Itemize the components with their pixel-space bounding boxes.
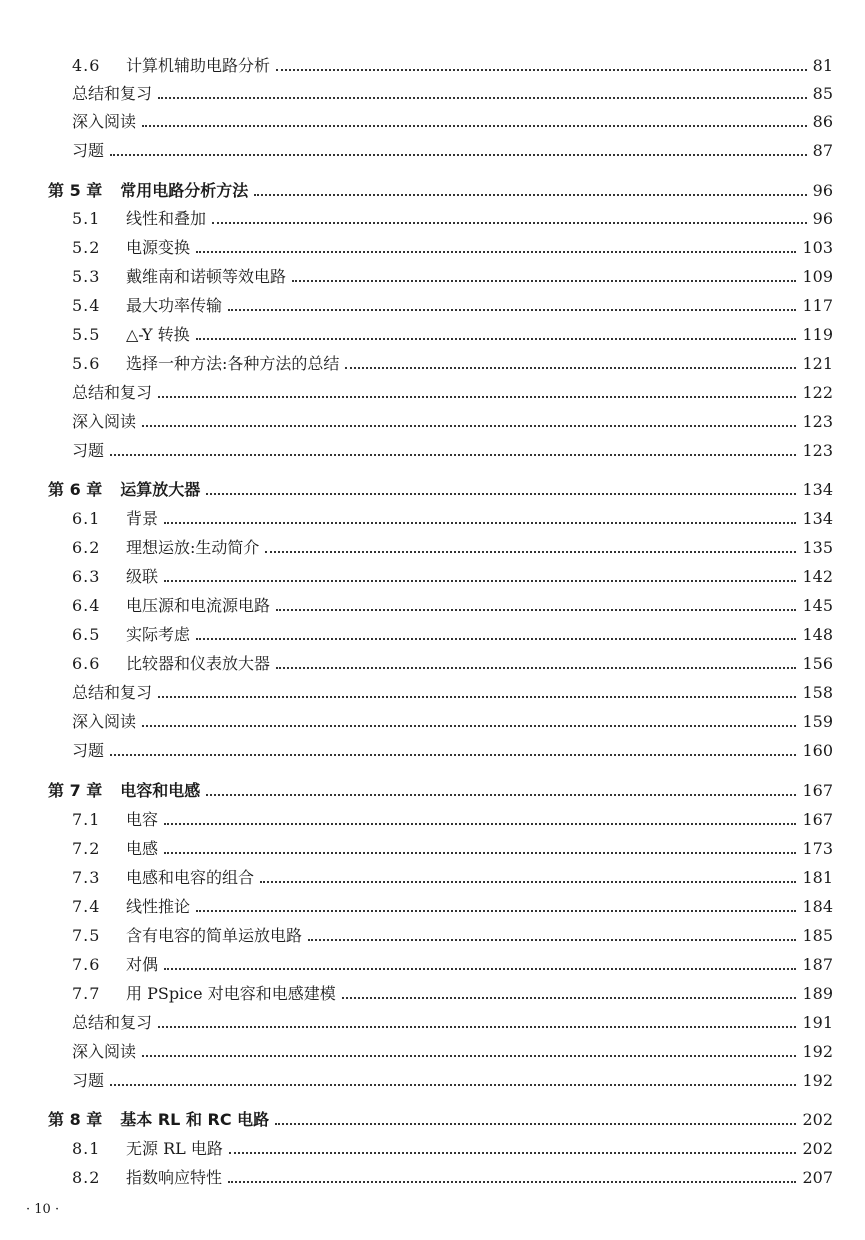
dot-leader (110, 153, 807, 156)
entry-title: 深入阅读 (72, 712, 137, 731)
entry-title: 戴维南和诺顿等效电路 (126, 267, 287, 286)
chapter-number: 第 8 章 (48, 1110, 103, 1129)
entry-title: 背景 (126, 509, 159, 528)
dot-leader (164, 851, 796, 854)
entry-title: 含有电容的简单运放电路 (126, 926, 303, 945)
section-number: 5.2 (72, 238, 101, 257)
section-number: 8.1 (72, 1139, 101, 1158)
section-number: 6.3 (72, 567, 101, 586)
section-number: 7.3 (72, 868, 101, 887)
toc-entry-row[interactable] (72, 810, 833, 830)
dot-leader (228, 308, 796, 311)
entry-title: 选择一种方法:各种方法的总结 (126, 354, 340, 373)
toc-entry-row[interactable] (72, 654, 833, 674)
entry-title: 电容和电感 (120, 781, 201, 800)
dot-leader (254, 193, 806, 196)
toc-chapter-row[interactable] (48, 181, 833, 201)
dot-leader (342, 996, 797, 999)
dot-leader (206, 492, 796, 495)
toc-entry-row[interactable] (72, 209, 833, 229)
section-number: 6.2 (72, 538, 101, 557)
page-ref: 184 (802, 897, 833, 916)
section-number: 6.4 (72, 596, 101, 615)
dot-leader (142, 424, 796, 427)
page-ref: 103 (802, 238, 833, 257)
dot-leader (142, 1054, 796, 1057)
entry-title: 总结和复习 (72, 383, 153, 402)
dot-leader (164, 521, 796, 524)
section-number: 6.6 (72, 654, 101, 673)
toc-entry-row[interactable] (72, 141, 833, 161)
page-ref: 189 (802, 984, 833, 1003)
entry-title: 总结和复习 (72, 1013, 153, 1032)
section-number: 7.7 (72, 984, 101, 1003)
section-number: 7.5 (72, 926, 101, 945)
entry-title: 指数响应特性 (126, 1168, 223, 1187)
entry-title: 对偶 (126, 955, 159, 974)
toc-entry-row[interactable] (72, 296, 833, 316)
page-ref: 117 (802, 296, 833, 315)
dot-leader (142, 124, 807, 127)
page-number: · 10 · (26, 1202, 60, 1217)
toc-entry-row[interactable] (72, 84, 833, 104)
dot-leader (164, 822, 796, 825)
dot-leader (158, 1025, 796, 1028)
entry-title: 基本 RL 和 RC 电路 (120, 1110, 270, 1129)
page-ref: 191 (802, 1013, 833, 1032)
dot-leader (345, 366, 796, 369)
dot-leader (158, 695, 796, 698)
page-ref: 81 (812, 56, 833, 75)
page-ref: 167 (802, 810, 833, 829)
toc-chapter-row[interactable] (48, 1110, 833, 1130)
entry-title: 习题 (72, 741, 105, 760)
page-ref: 96 (812, 181, 833, 200)
page-ref: 87 (812, 141, 833, 160)
toc-entry-row[interactable] (72, 596, 833, 616)
dot-leader (275, 1122, 796, 1125)
dot-leader (196, 637, 796, 640)
entry-title: 级联 (126, 567, 159, 586)
page-ref: 148 (802, 625, 833, 644)
toc-entry-row[interactable] (72, 354, 833, 374)
dot-leader (276, 608, 796, 611)
dot-leader (292, 279, 796, 282)
toc-entry-row[interactable] (72, 238, 833, 258)
toc-entry-row[interactable] (72, 441, 833, 461)
toc-entry-row[interactable] (72, 538, 833, 558)
toc-entry-row[interactable] (72, 839, 833, 859)
toc-entry-row[interactable] (72, 1042, 833, 1062)
section-number: 5.5 (72, 325, 101, 344)
toc-entry-row[interactable] (72, 926, 833, 946)
entry-title: 电容 (126, 810, 159, 829)
toc-entry-row[interactable] (72, 383, 833, 403)
chapter-number: 第 7 章 (48, 781, 103, 800)
entry-title: 习题 (72, 1071, 105, 1090)
toc-entry-row[interactable] (72, 1139, 833, 1159)
page-ref: 207 (802, 1168, 833, 1187)
page-ref: 160 (802, 741, 833, 760)
toc-chapter-row[interactable] (48, 781, 833, 801)
page-ref: 187 (802, 955, 833, 974)
section-number: 6.5 (72, 625, 101, 644)
page-ref: 86 (812, 112, 833, 131)
chapter-number: 第 6 章 (48, 480, 103, 499)
page-ref: 173 (802, 839, 833, 858)
page-ref: 123 (802, 412, 833, 431)
page-ref: 156 (802, 654, 833, 673)
dot-leader (276, 666, 796, 669)
page-ref: 142 (802, 567, 833, 586)
toc-entry-row[interactable] (72, 712, 833, 732)
section-number: 7.1 (72, 810, 101, 829)
toc-entry-row[interactable] (72, 955, 833, 975)
entry-title: 理想运放:生动简介 (126, 538, 260, 557)
dot-leader (196, 909, 796, 912)
dot-leader (110, 453, 796, 456)
dot-leader (142, 724, 796, 727)
entry-title: 比较器和仪表放大器 (126, 654, 271, 673)
section-number: 8.2 (72, 1168, 101, 1187)
toc-entry-row[interactable] (72, 897, 833, 917)
page-ref: 167 (802, 781, 833, 800)
page-ref: 135 (802, 538, 833, 557)
entry-title: 常用电路分析方法 (120, 181, 249, 200)
section-number: 7.6 (72, 955, 101, 974)
toc-entry-row[interactable] (72, 984, 833, 1004)
dot-leader (164, 967, 796, 970)
entry-title: 习题 (72, 441, 105, 460)
toc-entry-row[interactable] (72, 325, 833, 345)
page-ref: 192 (802, 1042, 833, 1061)
toc-entry-row[interactable] (72, 868, 833, 888)
entry-title: 线性推论 (126, 897, 191, 916)
page-ref: 134 (802, 509, 833, 528)
entry-title: 电感 (126, 839, 159, 858)
entry-title: 实际考虑 (126, 625, 191, 644)
entry-title: △-Y 转换 (126, 325, 190, 344)
page-ref: 96 (812, 209, 833, 228)
dot-leader (229, 1151, 797, 1154)
section-number: 7.4 (72, 897, 101, 916)
chapter-number: 第 5 章 (48, 181, 103, 200)
page-ref: 122 (802, 383, 833, 402)
section-number: 7.2 (72, 839, 101, 858)
page-ref: 85 (812, 84, 833, 103)
dot-leader (276, 68, 807, 71)
dot-leader (212, 221, 807, 224)
page-ref: 158 (802, 683, 833, 702)
entry-title: 总结和复习 (72, 84, 153, 103)
dot-leader (206, 793, 796, 796)
dot-leader (228, 1180, 796, 1183)
dot-leader (260, 880, 796, 883)
entry-title: 计算机辅助电路分析 (126, 56, 271, 75)
dot-leader (110, 753, 796, 756)
entry-title: 习题 (72, 141, 105, 160)
dot-leader (196, 250, 796, 253)
entry-title: 电压源和电流源电路 (126, 596, 271, 615)
toc-entry-row[interactable] (72, 1168, 833, 1188)
page-ref: 202 (802, 1139, 833, 1158)
section-number: 4.6 (72, 56, 101, 75)
page-ref: 119 (802, 325, 833, 344)
toc-entry-row[interactable] (72, 1071, 833, 1091)
toc-entry-row[interactable] (72, 509, 833, 529)
toc-entry-row[interactable] (72, 1013, 833, 1033)
section-number: 5.1 (72, 209, 101, 228)
toc-entry-row[interactable] (72, 683, 833, 703)
dot-leader (265, 550, 796, 553)
entry-title: 深入阅读 (72, 1042, 137, 1061)
dot-leader (158, 96, 807, 99)
entry-title: 线性和叠加 (126, 209, 207, 228)
toc-entry-row[interactable] (72, 267, 833, 287)
entry-title: 总结和复习 (72, 683, 153, 702)
toc-entry-row[interactable] (72, 56, 833, 76)
toc-entry-row[interactable] (72, 112, 833, 132)
page-ref: 202 (802, 1110, 833, 1129)
page-ref: 123 (802, 441, 833, 460)
toc-chapter-row[interactable] (48, 480, 833, 500)
entry-title: 深入阅读 (72, 412, 137, 431)
page-ref: 134 (802, 480, 833, 499)
toc-entry-row[interactable] (72, 567, 833, 587)
section-number: 5.6 (72, 354, 101, 373)
dot-leader (164, 579, 796, 582)
entry-title: 电源变换 (126, 238, 191, 257)
entry-title: 最大功率传输 (126, 296, 223, 315)
entry-title: 深入阅读 (72, 112, 137, 131)
page-ref: 181 (802, 868, 833, 887)
entry-title: 无源 RL 电路 (126, 1139, 223, 1158)
page-ref: 121 (802, 354, 833, 373)
section-number: 5.4 (72, 296, 101, 315)
section-number: 5.3 (72, 267, 101, 286)
entry-title: 用 PSpice 对电容和电感建模 (126, 984, 336, 1003)
page-ref: 159 (802, 712, 833, 731)
entry-title: 运算放大器 (120, 480, 201, 499)
toc-entry-row[interactable] (72, 741, 833, 761)
dot-leader (110, 1083, 796, 1086)
dot-leader (196, 337, 797, 340)
dot-leader (308, 938, 796, 941)
dot-leader (158, 395, 796, 398)
toc-entry-row[interactable] (72, 625, 833, 645)
page-ref: 109 (802, 267, 833, 286)
section-number: 6.1 (72, 509, 101, 528)
toc-entry-row[interactable] (72, 412, 833, 432)
page-ref: 145 (802, 596, 833, 615)
entry-title: 电感和电容的组合 (126, 868, 255, 887)
page-ref: 192 (802, 1071, 833, 1090)
page-ref: 185 (802, 926, 833, 945)
